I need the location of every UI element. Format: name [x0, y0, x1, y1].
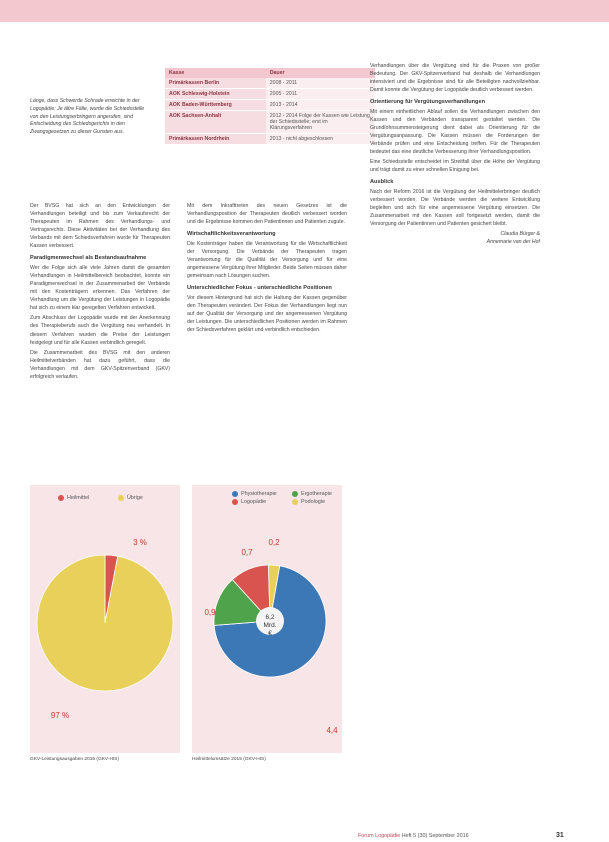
legend-label: Ergotherapie: [301, 491, 332, 497]
table-header-dauer: Dauer: [266, 68, 375, 78]
table-cell-kasse: AOK Baden-Württemberg: [165, 100, 266, 111]
pie-center-label: 6,2: [265, 614, 275, 621]
paragraph: Nach der Reform 2016 ist die Vergütung der Heilmittelerbringer deutlich verbessert worden. Die Verbände werden die weitere Entwicklung begleiten und sich für eine angemessene Vergütung einsetzen. Die Zusammenarbeit mit den Kassen soll fortgesetzt werden, damit die Versorgung der Patientinnen und Patienten gesichert bleibt.: [370, 189, 540, 228]
pie-chart-1: [30, 503, 180, 753]
pie-data-label: 0,2: [268, 538, 280, 547]
section-heading: Ausblick: [370, 179, 394, 186]
footer-issue: Heft 5 (30) September 2016: [401, 833, 469, 839]
pie-data-label: 0,7: [241, 548, 253, 557]
section-heading: Unterschiedlicher Fokus - unterschiedliche Positionen: [187, 285, 332, 292]
table-cell-kasse: Primärkassen Nordrhein: [165, 134, 266, 145]
article-column-2: [187, 202, 347, 336]
legend-label: Podologie: [301, 499, 325, 505]
kassen-table: [165, 68, 375, 145]
table-cell-dauer: 2013 - 2014: [266, 100, 375, 111]
margin-note-text: Länge, dass Schwerde Schrade erreichte in der Logopädie: Je ältre Fälle, wurde die Schiedsstelle von den Leistungserbringern angerufen, sind Entscheidung des Schiedsgerichts in den Zwangsgesetzen zu dieser Gunsten aus.: [30, 98, 145, 136]
table-row: [165, 134, 375, 145]
table-cell-dauer: 2012 - 2014 Folge der Kassen wie Leistung der Schiedsstelle; erst im Klärungsverfahren: [266, 111, 375, 134]
paragraph: Die Zusammenarbeit des BVSG mit den anderen Heilmittelverbänden hat dazu geführt, dass die Verhandlungen mit dem GKV-Spitzenverband (GKV) erfolgreich verlaufen.: [30, 349, 170, 380]
chart-caption-2: Heilmittelumsätze 2015 (GKV-HIS): [192, 757, 266, 762]
top-color-band: [0, 0, 609, 22]
footer-brand: Forum Logopädie: [358, 833, 401, 839]
section-heading: Paradigmenwechsel als Bestandsaufnahme: [30, 255, 147, 262]
pie-chart-2: [192, 503, 342, 753]
pie-data-label: 4,4: [326, 726, 338, 735]
page-number: 31: [556, 832, 564, 839]
table-header-kasse: Kasse: [165, 68, 266, 78]
paragraph: Mit dem Inkrafttreten des neuen Gesetzes ist die Verhandlungsposition der Therapeuten deutlich verbessert worden und die Ergebnisse kommen den Patientinnen und Patienten zugute.: [187, 203, 347, 226]
author-name: Annemarie van der Hof: [486, 239, 540, 246]
legend-label: Übrige: [127, 495, 143, 501]
pie-data-label: 97 %: [50, 711, 70, 720]
legend-label: Physiotherapie: [241, 491, 277, 497]
paragraph: Die Kostenträger haben die Verantwortung für die Wirtschaftlichkeit der Versorgung. Die Verbände der Therapeuten tragen Verantwortung für die Qualität der Versorgung und für eine angemessene Vergütung ihrer Mitglieder. Beide Seiten müssen daher gemeinsam nach Lösungen suchen.: [187, 240, 347, 280]
table-cell-kasse: Primärkassen Berlin: [165, 78, 266, 89]
page-footer: [358, 833, 469, 839]
margin-note: [30, 98, 148, 137]
table-cell-dauer: 2013 - nicht abgeschlossen: [266, 134, 375, 145]
author-line: [370, 230, 540, 246]
legend-swatch: [58, 495, 64, 501]
pie-center-label: Mrd.: [263, 622, 277, 629]
chart-panel-1: [30, 485, 180, 753]
legend-item: [58, 495, 89, 501]
article-column-3: [370, 62, 540, 247]
author-name: Claudia Bürger &: [500, 231, 540, 238]
paragraph: Eine Schiedsstelle entscheidet im Streitfall über die Höhe der Vergütung und trägt damit zu einer schnellen Einigung bei.: [370, 159, 540, 174]
table-cell-kasse: AOK Sachsen-Anhalt: [165, 111, 266, 134]
legend-label: Logopädie: [241, 499, 267, 505]
legend-swatch: [292, 491, 298, 497]
pie-data-label: 3 %: [133, 538, 147, 547]
chart-panel-2: [192, 485, 342, 753]
legend-item: [232, 491, 277, 497]
paragraph: Verhandlungen über die Vergütung sind für die Praxen von großer Bedeutung. Der GKV-Spitzenverband hat deshalb die Verhandlungen intensiviert und die Ergebnisse sind für alle Beteiligten nachvollziehbar. Damit konnte die Vergütung der Logopädie deutlich verbessert werden.: [370, 63, 540, 94]
legend-label: Heilmittel: [67, 495, 90, 501]
paragraph: Wer die Folge sich alle viele Jahren damit die gesamten Verhandlungen in Heilmittelbereich beobachtet, konnte ein Paradigmenwechsel in der Zusammenarbeit der Verbände mit den Kostenträgern erkennen. Das Verfahren der Verhandlung um die Vergütung der Leistungen in Logopädie hat sich zu einem klar geregelten Verfahren entwickelt.: [30, 265, 170, 312]
section-heading: Orientierung für Vergütungsverhandlungen: [370, 99, 485, 106]
legend-item: [118, 495, 143, 501]
table-cell-dauer: 2008 - 2011: [266, 78, 375, 89]
table-row: [165, 111, 375, 134]
legend-swatch: [118, 495, 124, 501]
table-cell-kasse: AOK Schleswig-Holstein: [165, 89, 266, 100]
article-column-1: [30, 202, 170, 383]
table-row: [165, 89, 375, 100]
table-cell-dauer: 2005 - 2011: [266, 89, 375, 100]
chart-caption-1: GKV-Leistungsausgaben 2015 (GKV-HIS): [30, 757, 120, 762]
section-heading: Wirtschaftlichkeitsverantwortung: [187, 231, 276, 238]
paragraph: Mit einem einheitlichen Ablauf sollen die Verhandlungen zwischen den Kassen und den Verbänden transparent gestaltet werden. Die Grundlohnsummensteigerung dient dabei als Orientierung für die Vergütungsanpassung. Die Kassen müssen die Forderungen der Verbände prüfen und eine Entscheidung treffen. Für die Therapeuten bedeutet das eine deutliche Verbesserung ihrer Verhandlungsposition.: [370, 108, 540, 156]
paragraph: Zum Abschluss der Logopädie wurde mit der Anerkennung des Therapieberufs auch die Vergütung neu verhandelt. In diesem Verfahren wurden die Preise der Leistungen festgelegt und für alle Kassen verbindlich geregelt.: [30, 315, 170, 346]
pie-center-label: €: [268, 630, 272, 637]
table-row: [165, 78, 375, 89]
legend-item: [292, 491, 332, 497]
paragraph: Der BVSG hat sich an den Entwicklungen der Verhandlungen beteiligt und bis zum Verkaufsrecht der Therapeuten im Rahmen des Verhandlungs- und Vertragsrechts. Diese Aktivitäten bei der Verhandlung des Verbands mit dem Schiedsverfahren wurde für Therapeuten Kassen verbessert.: [30, 203, 170, 250]
legend-swatch: [232, 491, 238, 497]
pie-slice-übrige: [37, 555, 173, 691]
table-row: [165, 100, 375, 111]
paragraph: Vor diesem Hintergrund hat sich die Haltung der Kassen gegenüber den Therapeuten verändert. Der Fokus der Verhandlungen liegt nun auf der Qualität der Versorgung und der angemessenen Vergütung der Leistungen. Die unterschiedlichen Positionen werden im Rahmen der Schiedsverfahren geklärt und verbindlich entschieden.: [187, 294, 347, 334]
pie-data-label: 0,9: [204, 608, 216, 617]
